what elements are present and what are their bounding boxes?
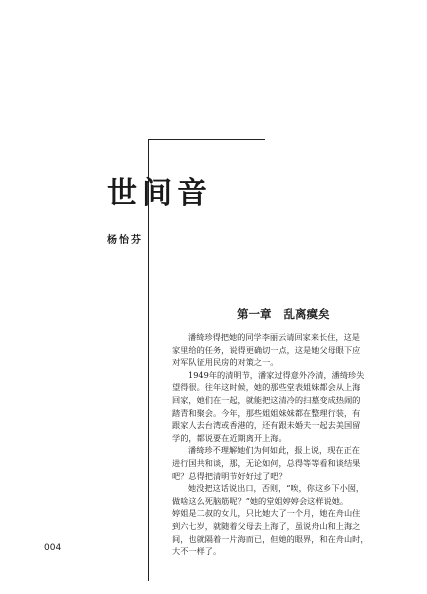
body-line: 到六七岁，就随着父母去上海了，虽说舟山和上海之 xyxy=(172,520,361,531)
body-line: 吧？总得把清明节好好过了吧？ xyxy=(172,470,287,481)
story-title: 世间音 xyxy=(107,176,212,211)
horizontal-rule xyxy=(148,139,265,140)
chapter-name: 乱离瘼矣 xyxy=(283,307,330,321)
body-line: 对军队征用民房的对策之一。 xyxy=(172,357,279,368)
body-line: 学的，都说要在近期离开上海。 xyxy=(172,432,287,443)
body-line: 1949年的清明节，潘家过得意外冷清，潘绮珍失 xyxy=(188,369,365,380)
author-name: 杨怡芬 xyxy=(107,235,143,246)
body-line: 间，也就隔着一片海而已，但她的眼界，和在舟山时， xyxy=(172,533,369,544)
body-line: 望得很。往年这时候，她的那些堂表姐妹都会从上海 xyxy=(172,382,361,393)
body-text xyxy=(172,331,369,558)
body-line: 大不一样了。 xyxy=(172,546,222,557)
body-line: 她没把这话说出口，否则，“唉，你这乡下小囡， xyxy=(188,483,365,494)
chapter-number: 第一章 xyxy=(237,307,272,321)
body-line: 做啥这么死脑筋呢？”她的堂姐婷婷会这样说她。 xyxy=(172,495,349,506)
body-line: 家里给的任务，说得更确切一点，这是她父母眼下应 xyxy=(172,344,361,355)
body-line: 踏青和聚会。今年，那些姐姐妹妹都在整理行装，有 xyxy=(172,407,361,418)
body-line: 进行国共和谈，那，无论如何，总得等等看和谈结果 xyxy=(172,457,361,468)
chapter-heading xyxy=(237,306,330,322)
page-number: 004 xyxy=(44,543,62,553)
body-line: 跟家人去台湾或香港的，还有跟未婚夫一起去美国留 xyxy=(172,420,361,431)
body-line: 潘绮珍不理解她们为何如此，报上说，现在正在 xyxy=(188,445,360,456)
body-line: 潘绮珍得把她的同学李丽云请回家来长住，这是 xyxy=(188,332,360,342)
body-line: 婷姐是二叔的女儿，只比她大了一个月，她在舟山住 xyxy=(172,508,361,519)
body-line: 回家，她们在一起，就能把这清冷的扫墓变成热闹的 xyxy=(172,394,361,405)
